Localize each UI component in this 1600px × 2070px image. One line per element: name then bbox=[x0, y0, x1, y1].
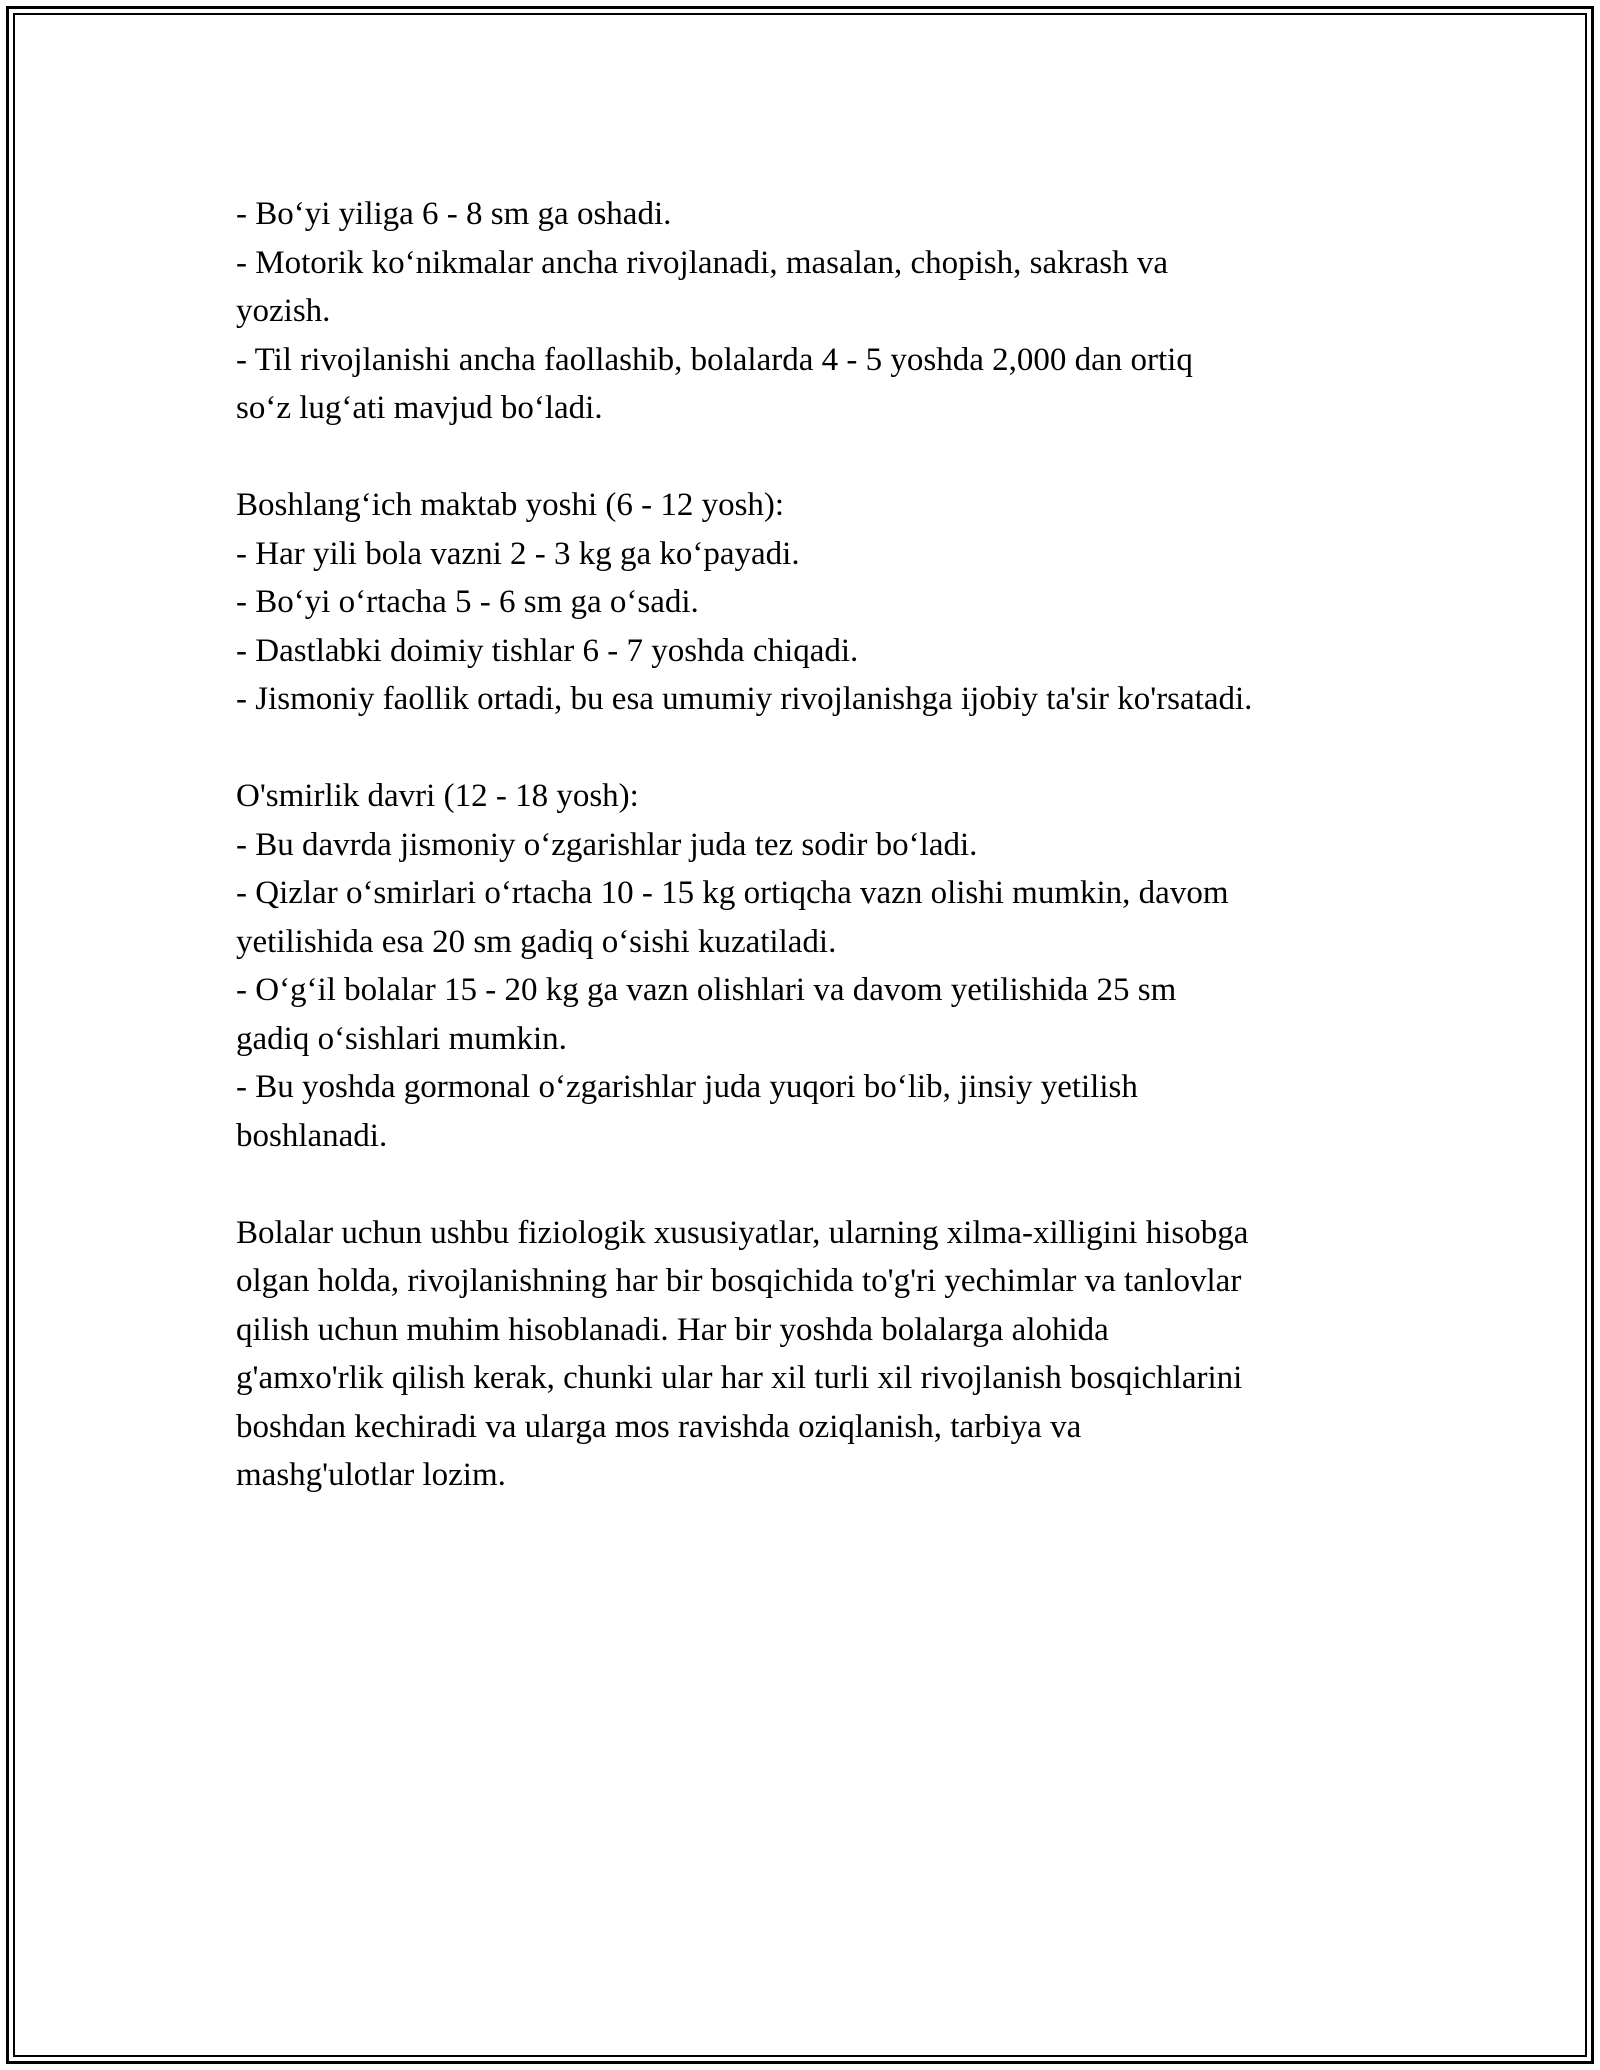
text-line: Bolalar uchun ushbu fiziologik xususiyatlar, ularning xilma-xilligini hisobga bbox=[236, 1214, 1249, 1251]
text-line: - O‘g‘il bolalar 15 - 20 kg ga vazn olishlari va davom yetilishida 25 sm bbox=[236, 972, 1177, 1008]
text-line: boshdan kechiradi va ularga mos ravishda oziqlanish, tarbiya va bbox=[236, 1408, 1082, 1445]
paragraph-gap bbox=[236, 433, 1396, 482]
text-line: yozish. bbox=[236, 293, 331, 329]
text-line: - Dastlabki doimiy tishlar 6 - 7 yoshda chiqadi. bbox=[236, 632, 859, 669]
text-line: - Bu davrda jismoniy o‘zgarishlar juda tez sodir bo‘ladi. bbox=[236, 826, 978, 863]
text-line: - Bo‘yi yiliga 6 - 8 sm ga oshadi. bbox=[236, 196, 672, 232]
text-line: - Til rivojlanishi ancha faollashib, bolalarda 4 - 5 yoshda 2,000 dan ortiq bbox=[236, 341, 1193, 378]
text-line: qilish uchun muhim hisoblanadi. Har bir yoshda bolalarga alohida bbox=[236, 1311, 1109, 1348]
section-heading: Boshlang‘ich maktab yoshi (6 - 12 yosh): bbox=[236, 487, 785, 523]
section-adolescence bbox=[236, 772, 1396, 1160]
text-line: g'amxo'rlik qilish kerak, chunki ular har xil turli xil rivojlanish bosqichlarini bbox=[236, 1360, 1243, 1396]
text-line: gadiq o‘sishlari mumkin. bbox=[236, 1020, 567, 1057]
conclusion-paragraph bbox=[236, 1209, 1396, 1500]
section-early-childhood-list bbox=[236, 190, 1396, 433]
text-line: - Bu yoshda gormonal o‘zgarishlar juda yuqori bo‘lib, jinsiy yetilish bbox=[236, 1069, 1138, 1105]
text-line: yetilishida esa 20 sm gadiq o‘sishi kuzatiladi. bbox=[236, 923, 837, 960]
text-line: - Motorik ko‘nikmalar ancha rivojlanadi, masalan, chopish, sakrash va bbox=[236, 244, 1168, 281]
section-primary-school bbox=[236, 481, 1396, 724]
paragraph-gap bbox=[236, 1160, 1396, 1209]
text-line: - Qizlar o‘smirlari o‘rtacha 10 - 15 kg ortiqcha vazn olishi mumkin, davom bbox=[236, 875, 1229, 911]
text-line: boshlanadi. bbox=[236, 1117, 388, 1154]
text-line: - Bo‘yi o‘rtacha 5 - 6 sm ga o‘sadi. bbox=[236, 584, 699, 620]
paragraph-gap bbox=[236, 724, 1396, 773]
text-line: so‘z lug‘ati mavjud bo‘ladi. bbox=[236, 390, 603, 426]
section-heading: O'smirlik davri (12 - 18 yosh): bbox=[236, 778, 639, 814]
document-body bbox=[236, 190, 1396, 1500]
text-line: olgan holda, rivojlanishning har bir bosqichida to'g'ri yechimlar va tanlovlar bbox=[236, 1263, 1242, 1299]
text-line: mashg'ulotlar lozim. bbox=[236, 1457, 506, 1493]
text-line: - Jismoniy faollik ortadi, bu esa umumiy rivojlanishga ijobiy ta'sir ko'rsatadi. bbox=[236, 681, 1253, 717]
text-line: - Har yili bola vazni 2 - 3 kg ga ko‘payadi. bbox=[236, 535, 800, 572]
